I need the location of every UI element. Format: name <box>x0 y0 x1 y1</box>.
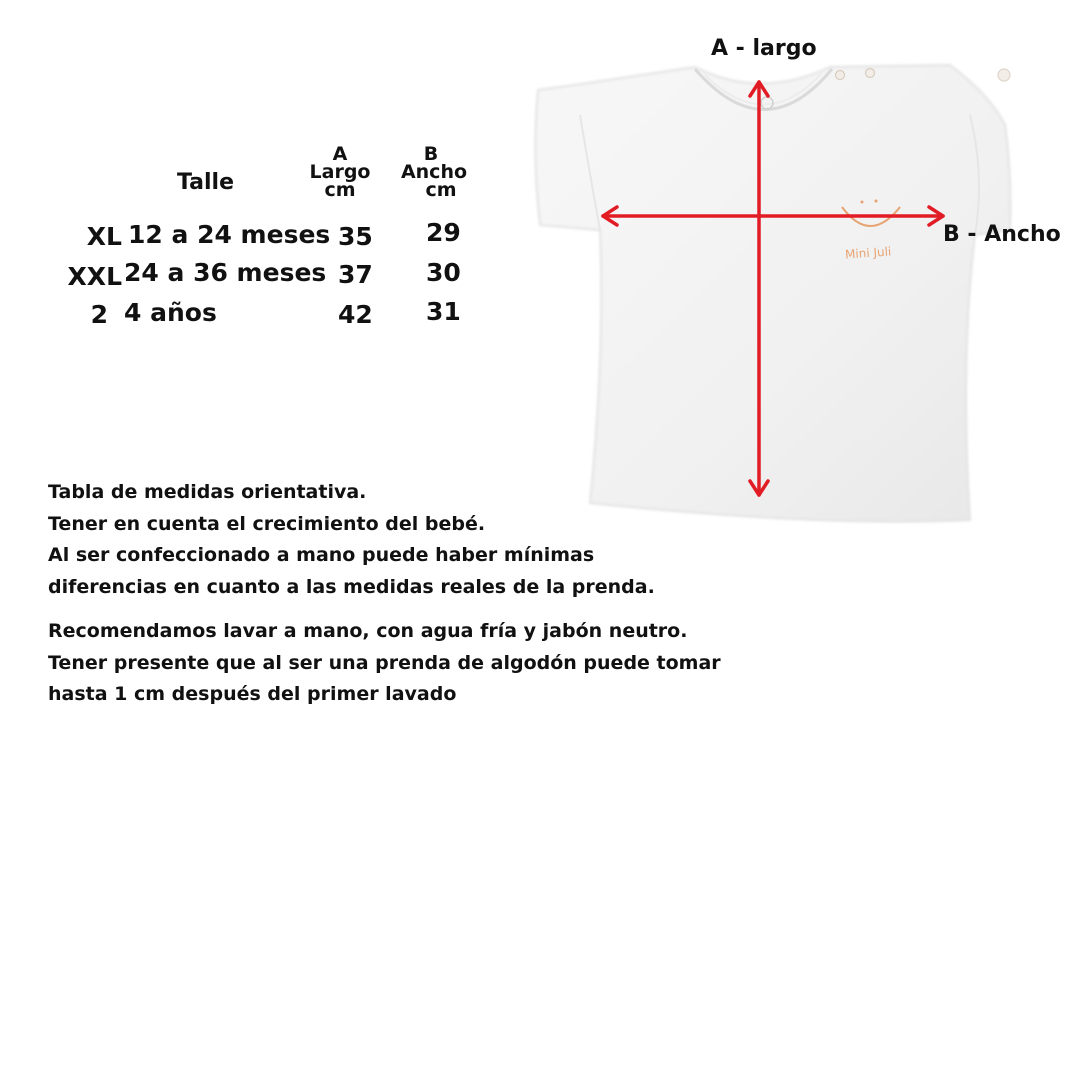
row-age: 4 años <box>124 298 217 327</box>
header-ancho-word: Ancho <box>400 161 468 183</box>
row-largo: 35 <box>338 222 373 251</box>
note-line: Recomendamos lavar a mano, con agua fría y jabón neutro. <box>48 620 688 642</box>
header-ancho-letter: B <box>423 143 439 165</box>
row-ancho: 30 <box>426 258 461 287</box>
row-age: 12 a 24 meses <box>128 220 331 249</box>
header-ancho-unit: cm <box>425 179 457 201</box>
note-line: Tener presente que al ser una prenda de algodón puede tomar <box>48 651 721 674</box>
header-largo-word: Largo <box>309 161 371 183</box>
row-size: 2 <box>90 300 108 329</box>
note-line: Al ser confeccionado a mano puede haber mínimas <box>48 544 595 566</box>
row-ancho: 29 <box>426 218 461 247</box>
row-size: XL <box>86 222 122 251</box>
header-largo-unit: cm <box>324 179 356 201</box>
row-age: 24 a 36 meses <box>124 258 327 287</box>
note-line: hasta 1 cm después del primer lavado <box>48 683 457 705</box>
note-line: diferencias en cuanto a las medidas reales de la prenda. <box>48 575 655 598</box>
header-largo-letter: A <box>332 143 348 165</box>
note-line: Tabla de medidas orientativa. <box>48 481 367 503</box>
brand-logo-text: Mini Juli <box>844 244 892 262</box>
row-largo: 42 <box>338 300 373 329</box>
label-a-largo: A - largo <box>711 36 817 61</box>
header-talle: Talle <box>177 170 235 195</box>
row-largo: 37 <box>338 260 373 289</box>
label-b-ancho: B - Ancho <box>943 222 1061 247</box>
row-size: XXL <box>67 262 122 291</box>
row-ancho: 31 <box>426 297 461 326</box>
note-line: Tener en cuenta el crecimiento del bebé. <box>48 512 486 535</box>
